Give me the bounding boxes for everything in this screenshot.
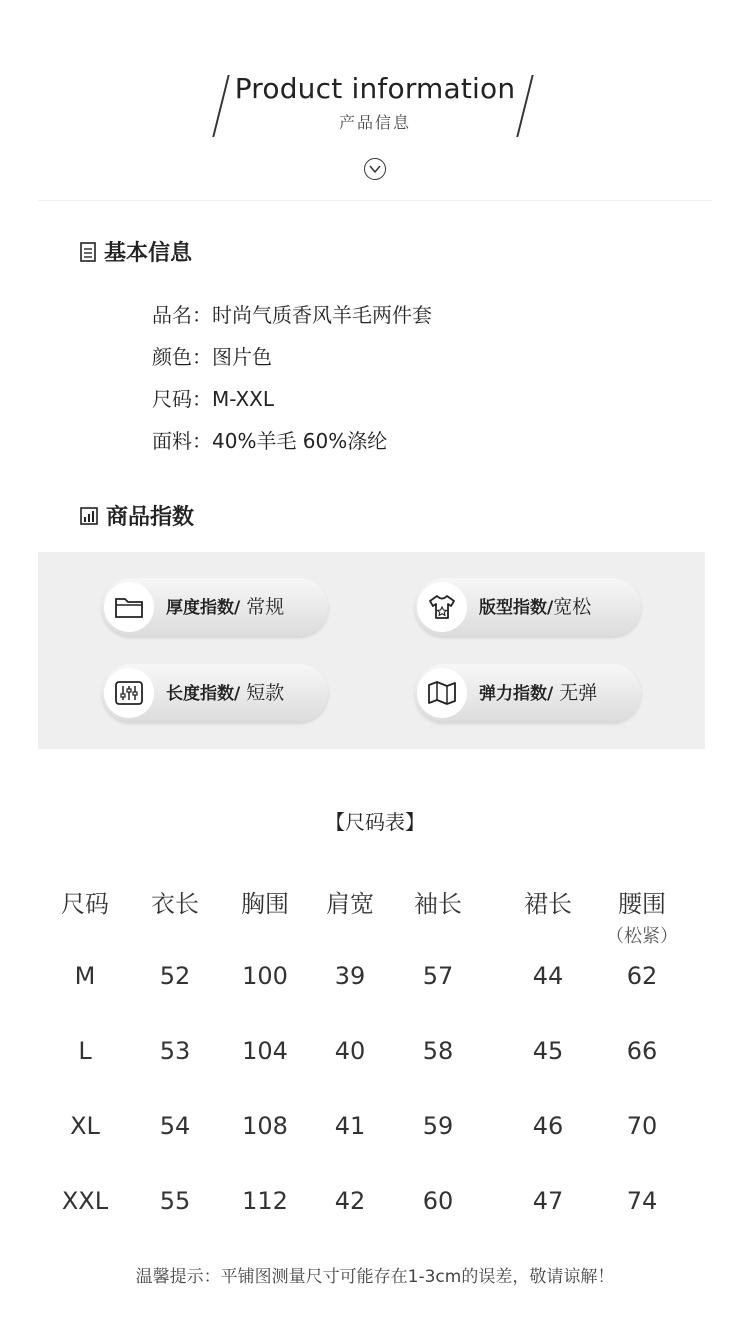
table-cell: 47 xyxy=(532,1187,564,1215)
table-cell: 62 xyxy=(626,962,658,990)
bar-chart-icon xyxy=(80,507,98,525)
info-row-name: 品名：时尚气质香风羊毛两件套 xyxy=(152,303,432,327)
table-cell: XL xyxy=(70,1112,100,1140)
table-cell: 70 xyxy=(626,1112,658,1140)
sliders-icon xyxy=(104,668,154,718)
length-index-label: 长度指数/ 短款 xyxy=(166,682,285,704)
table-cell: 40 xyxy=(334,1037,366,1065)
size-header-length: 衣长 xyxy=(151,890,199,918)
thickness-index-label: 厚度指数/ 常规 xyxy=(166,596,285,618)
table-cell: 42 xyxy=(334,1187,366,1215)
chevron-down-icon xyxy=(364,158,386,180)
table-cell: 52 xyxy=(159,962,191,990)
table-cell: 58 xyxy=(422,1037,454,1065)
tshirt-icon xyxy=(417,582,467,632)
table-cell: 100 xyxy=(242,962,288,990)
table-cell: 60 xyxy=(422,1187,454,1215)
size-header-waist-note: （松紧） xyxy=(606,926,678,947)
table-cell: 108 xyxy=(242,1112,288,1140)
table-cell: 45 xyxy=(532,1037,564,1065)
table-cell: 46 xyxy=(532,1112,564,1140)
product-index-panel xyxy=(38,552,705,749)
table-cell: XXL xyxy=(61,1187,109,1215)
measurement-note: 温馨提示：平铺图测量尺寸可能存在1-3cm的误差，敬请谅解！ xyxy=(135,1267,615,1287)
basic-info-heading xyxy=(80,236,192,267)
table-cell: 66 xyxy=(626,1037,658,1065)
size-chart-title: 【尺码表】 xyxy=(325,810,425,834)
table-cell: 39 xyxy=(334,962,366,990)
page-header xyxy=(0,0,750,200)
map-icon xyxy=(417,668,467,718)
basic-info-title: 基本信息 xyxy=(104,241,193,266)
info-row-color: 颜色：图片色 xyxy=(152,345,272,369)
size-header-waist: 腰围 xyxy=(618,890,666,918)
thickness-index-pill xyxy=(102,578,328,636)
elasticity-index-pill xyxy=(415,664,641,722)
table-cell: 53 xyxy=(159,1037,191,1065)
table-cell: 74 xyxy=(626,1187,658,1215)
title-chinese: 产品信息 xyxy=(338,113,411,132)
info-row-fabric: 面料：40%羊毛 60%涤纶 xyxy=(152,429,388,453)
table-cell: M xyxy=(74,962,96,990)
table-cell: 44 xyxy=(532,962,564,990)
table-cell: 59 xyxy=(422,1112,454,1140)
product-index-title: 商品指数 xyxy=(106,505,195,530)
size-header-skirt: 裙长 xyxy=(524,890,572,918)
table-cell: 55 xyxy=(159,1187,191,1215)
basic-info-list xyxy=(152,298,432,466)
table-cell: 57 xyxy=(422,962,454,990)
fit-index-pill xyxy=(415,578,641,636)
table-cell: 41 xyxy=(334,1112,366,1140)
size-header-size: 尺码 xyxy=(61,890,109,918)
fit-index-label: 版型指数/宽松 xyxy=(479,596,592,618)
header-divider xyxy=(38,200,712,201)
size-header-sleeve: 袖长 xyxy=(414,890,462,918)
document-icon xyxy=(80,242,96,262)
size-header-bust: 胸围 xyxy=(241,890,289,918)
table-cell: 104 xyxy=(242,1037,288,1065)
product-index-heading xyxy=(80,500,194,531)
title-english: Product information xyxy=(234,72,516,105)
folder-icon xyxy=(104,582,154,632)
info-row-size: 尺码：M-XXL xyxy=(152,387,275,411)
table-cell: 112 xyxy=(242,1187,288,1215)
table-cell: L xyxy=(78,1037,92,1065)
table-cell: 54 xyxy=(159,1112,191,1140)
size-header-shoulder: 肩宽 xyxy=(326,890,374,918)
elasticity-index-label: 弹力指数/ 无弹 xyxy=(479,682,598,704)
length-index-pill xyxy=(102,664,328,722)
